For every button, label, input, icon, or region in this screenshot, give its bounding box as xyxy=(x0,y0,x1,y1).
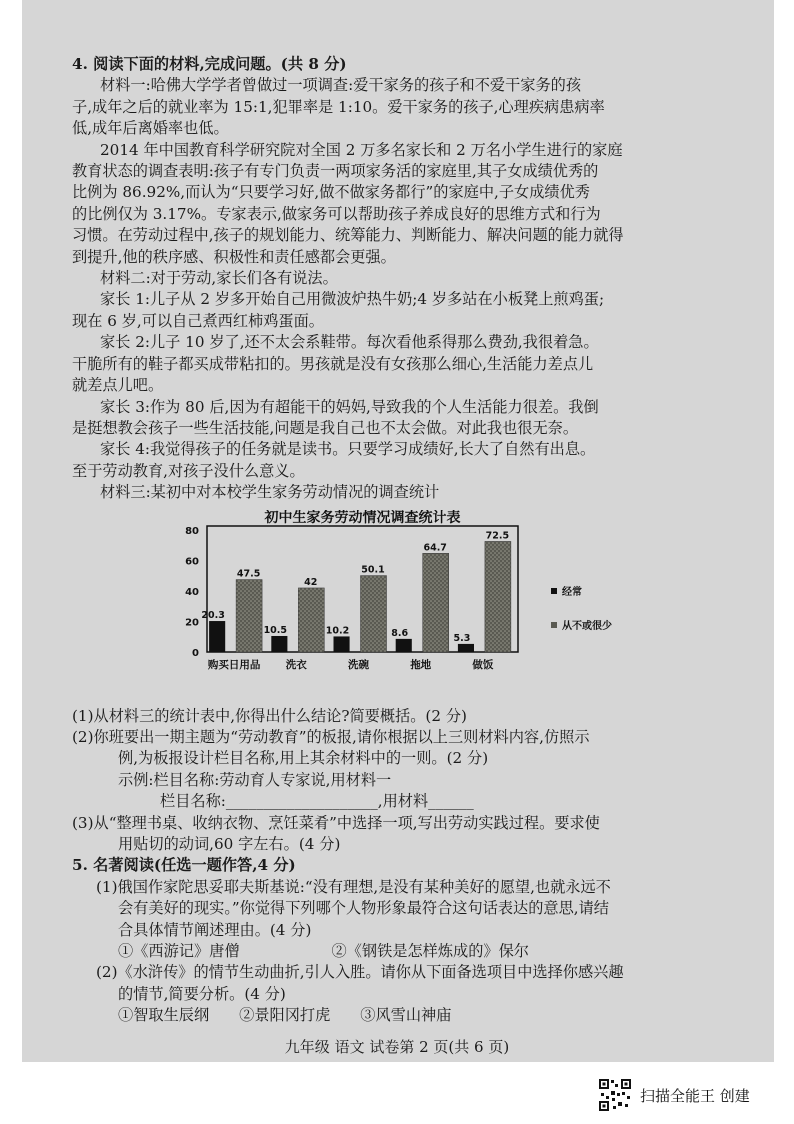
y-tick-label: 80 xyxy=(185,525,199,537)
q5-s2-line: 的情节,简要分析。(4 分) xyxy=(118,984,286,1003)
material1b-line: 2014 年中国教育科学研究院对全国 2 万多名家长和 2 万名小学生进行的家庭 xyxy=(100,140,623,159)
legend-label-never: 从不或很少 xyxy=(562,620,612,632)
x-category-label: 洗衣 xyxy=(285,658,307,671)
parent3-line: 家长 3:作为 80 后,因为有超能干的妈妈,导致我的个人生活能力很差。我倒 xyxy=(100,397,599,416)
material1-line: 低,成年后离婚率也低。 xyxy=(72,119,229,138)
bar-never xyxy=(236,579,262,651)
option-shengchengang: ①智取生辰纲 xyxy=(118,1006,210,1025)
chart-svg xyxy=(72,510,726,706)
material1b-line: 习惯。在劳动过程中,孩子的规划能力、统筹能力、判断能力、解决问题的能力就得 xyxy=(72,226,624,245)
material1b-line: 的比例仅为 3.17%。专家表示,做家务可以帮助孩子养成良好的思维方式和行为 xyxy=(72,204,601,223)
x-category-label: 购买日用品 xyxy=(207,658,261,671)
q5-s1-line: 会有美好的现实。”你觉得下列哪个人物形象最符合这句话表达的意思,请结 xyxy=(118,899,609,918)
parent4-line: 家长 4:我觉得孩子的任务就是读书。只要学习成绩好,长大了自然有出息。 xyxy=(100,440,596,459)
y-tick-label: 40 xyxy=(185,586,199,598)
scanner-label: 扫描全能王 创建 xyxy=(640,1087,750,1105)
legend-swatch-never xyxy=(551,622,557,628)
q4-sub3-line: 用贴切的动词,60 字左右。(4 分) xyxy=(118,834,341,853)
parent1-line: 现在 6 岁,可以自己煮西红柿鸡蛋面。 xyxy=(72,311,324,330)
q5-title: 5. 名著阅读(任选一题作答,4 分) xyxy=(72,856,296,875)
bar-often xyxy=(458,643,474,651)
scanner-watermark xyxy=(594,1076,784,1116)
legend-label-often: 经常 xyxy=(562,586,582,598)
bar-often xyxy=(396,638,412,651)
parent4-line: 至于劳动教育,对孩子没什么意义。 xyxy=(72,461,305,480)
material1b-line: 比例为 86.92%,而认为“只要学习好,做不做家务都行”的家庭中,子女成绩优秀 xyxy=(72,183,590,202)
bar-value-label: 20.3 xyxy=(201,609,225,621)
q5-s1-line: (1)俄国作家陀思妥耶夫斯基说:“没有理想,是没有某种美好的愿望,也就永远不 xyxy=(96,877,611,896)
q5-s1-line: 合具体情节阐述理由。(4 分) xyxy=(118,920,312,939)
material1-line: 材料一:哈佛大学学者曾做过一项调查:爱干家务的孩子和不爱干家务的孩 xyxy=(100,76,582,95)
material2-title: 材料二:对于劳动,家长们各有说法。 xyxy=(100,269,338,288)
q4-sub2-line: 例,为板报设计栏目名称,用上其余材料中的一则。(2 分) xyxy=(118,749,489,768)
q5-s1-options xyxy=(72,941,726,962)
bar-value-label: 72.5 xyxy=(485,529,510,541)
page-footer: 九年级 语文 试卷第 2 页(共 6 页) xyxy=(284,1038,510,1056)
q5-s2-options xyxy=(72,1005,726,1026)
bar-value-label: 8.6 xyxy=(391,627,409,639)
bar-value-label: 42 xyxy=(304,576,318,588)
q4-sub3-line: (3)从“整理书桌、收纳衣物、烹饪菜肴”中选择一项,写出劳动实践过程。要求使 xyxy=(72,813,600,832)
option-tangseng: ①《西游记》唐僧 xyxy=(118,942,240,960)
qr-code-icon xyxy=(598,1078,632,1112)
bar-value-label: 47.5 xyxy=(236,568,261,580)
q5-s2-line: (2)《水浒传》的情节生动曲折,引人入胜。请你从下面备选项目中选择你感兴趣 xyxy=(96,963,624,982)
bar-often xyxy=(271,636,287,652)
parent3-line: 是挺想教会孩子一些生活技能,问题是我自己也不太会做。对此我也很无奈。 xyxy=(72,418,579,437)
housework-chart xyxy=(72,510,726,706)
bar-never xyxy=(485,541,511,652)
bar-often xyxy=(334,636,350,652)
parent2-line: 家长 2:儿子 10 岁了,还不太会系鞋带。每次看他系得那么费劲,我很着急。 xyxy=(100,333,599,352)
option-pavel: ②《钢铁是怎样炼成的》保尔 xyxy=(331,942,529,960)
bar-often xyxy=(209,621,225,652)
x-category-label: 洗碗 xyxy=(348,658,369,671)
material1b-line: 到提升,他的秩序感、积极性和责任感都会更强。 xyxy=(72,247,396,266)
bar-value-label: 10.2 xyxy=(325,624,350,636)
bar-value-label: 50.1 xyxy=(361,564,385,576)
material1b-line: 教育状态的调查表明:孩子有专门负责一两项家务活的家庭里,其子女成绩优秀的 xyxy=(72,162,599,181)
page-content xyxy=(72,54,726,1027)
q4-sub2-line: (2)你班要出一期主题为“劳动教育”的板报,请你根据以上三则材料内容,仿照示 xyxy=(72,727,590,746)
y-tick-label: 0 xyxy=(192,647,199,659)
q4-answer-blank: 栏目名称:____________________,用材料______ xyxy=(160,792,474,811)
x-category-label: 拖地 xyxy=(410,658,432,671)
q4-title: 4. 阅读下面的材料,完成问题。(共 8 分) xyxy=(72,55,347,73)
bar-never xyxy=(298,587,324,651)
option-fengxue: ③风雪山神庙 xyxy=(360,1006,452,1025)
bar-value-label: 10.5 xyxy=(263,624,288,636)
bar-value-label: 64.7 xyxy=(423,541,447,553)
x-category-label: 做饭 xyxy=(472,658,494,671)
option-jingyanggang: ②景阳冈打虎 xyxy=(239,1006,331,1025)
chart-title: 初中生家务劳动情况调查统计表 xyxy=(264,509,461,526)
material3-title: 材料三:某初中对本校学生家务劳动情况的调查统计 xyxy=(100,483,440,502)
q4-sub1: (1)从材料三的统计表中,你得出什么结论?简要概括。(2 分) xyxy=(72,706,467,725)
parent2-line: 干脆所有的鞋子都买成带粘扣的。男孩就是没有女孩那么细心,生活能力差点儿 xyxy=(72,354,594,373)
y-tick-label: 20 xyxy=(185,617,199,629)
bar-never xyxy=(423,553,449,652)
material1-line: 子,成年之后的就业率为 15:1,犯罪率是 1:10。爱干家务的孩子,心理疾病患病率 xyxy=(72,97,605,116)
parent1-line: 家长 1:儿子从 2 岁多开始自己用微波炉热牛奶;4 岁多站在小板凳上煎鸡蛋; xyxy=(100,290,605,309)
y-tick-label: 60 xyxy=(185,556,199,568)
bar-never xyxy=(361,575,387,651)
legend-swatch-often xyxy=(551,588,557,594)
parent2-line: 就差点儿吧。 xyxy=(72,376,164,395)
bar-value-label: 5.3 xyxy=(453,632,471,644)
q4-example: 示例:栏目名称:劳动育人专家说,用材料一 xyxy=(118,770,392,789)
